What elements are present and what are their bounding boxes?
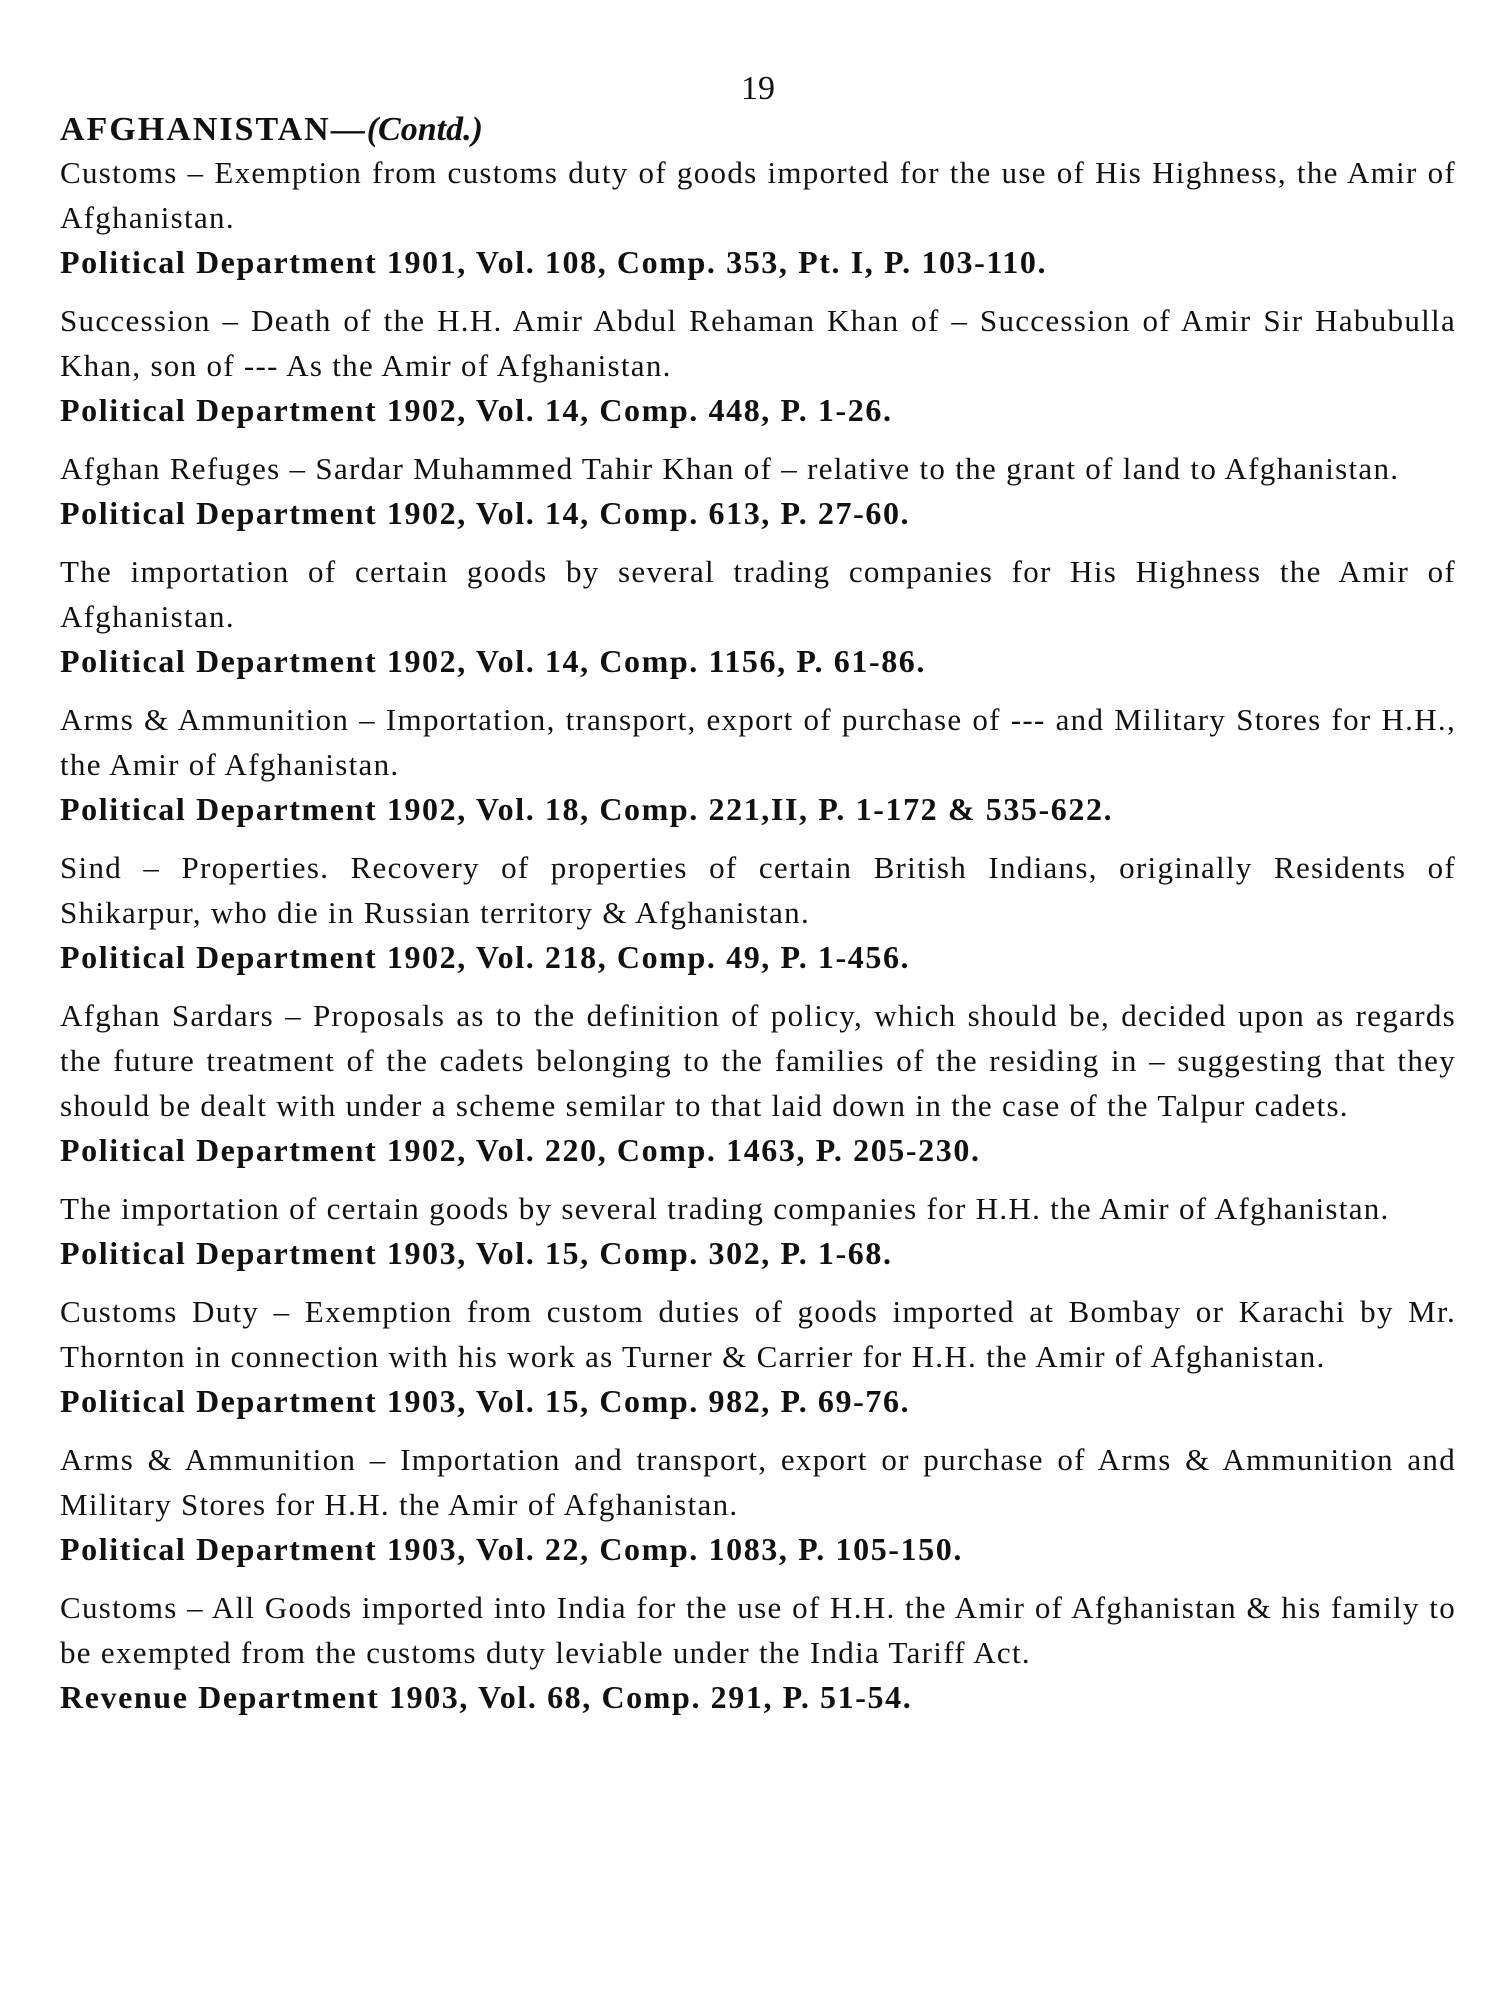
entry-reference: Political Department 1901, Vol. 108, Comp. 353, Pt. I, P. 103-110. [60,244,1048,280]
entry-reference: Political Department 1902, Vol. 218, Comp. 49, P. 1-456. [60,939,911,975]
entry-reference: Political Department 1903, Vol. 15, Comp. 302, P. 1-68. [60,1235,893,1271]
entry-description: The importation of certain goods by several trading companies for His Highness the Amir of Afghanistan. [60,554,1456,634]
entry-description: Succession – Death of the H.H. Amir Abdul Rehaman Khan of – Succession of Amir Sir Habubulla Khan, son of --- As the Amir of Afghanistan. [60,303,1456,383]
list-item [60,446,1456,535]
entry-reference: Political Department 1903, Vol. 15, Comp. 982, P. 69-76. [60,1383,911,1419]
page-number: 19 [741,70,775,107]
list-item [60,298,1456,432]
list-item [60,1289,1456,1423]
entry-description: Customs Duty – Exemption from custom duties of goods imported at Bombay or Karachi by Mr. Thornton in connection with his work as Turner & Carrier for H.H. the Amir of Afghanistan. [60,1294,1456,1374]
heading-title: AFGHANISTAN— [60,111,367,148]
list-item [60,845,1456,979]
list-item [60,150,1456,284]
entry-description: Afghan Refuges – Sardar Muhammed Tahir Khan of – relative to the grant of land to Afghanistan. [60,451,1400,486]
list-item [60,993,1456,1172]
document-page [60,72,1456,1733]
entry-reference: Political Department 1902, Vol. 14, Comp. 1156, P. 61-86. [60,643,926,679]
entry-description: Afghan Sardars – Proposals as to the definition of policy, which should be, decided upon as regards the future treatment of the cadets belonging to the families of the residing in – suggesting that they should be dealt with under a scheme semilar to that laid down in the case of the Talpur cadets. [60,998,1456,1123]
entry-description: Arms & Ammunition – Importation and transport, export or purchase of Arms & Ammunition and Military Stores for H.H. the Amir of Afghanistan. [60,1442,1456,1522]
section-heading [60,110,1456,150]
entry-description: Customs – Exemption from customs duty of goods imported for the use of His Highness, the Amir of Afghanistan. [60,155,1456,235]
entry-reference: Political Department 1902, Vol. 14, Comp. 613, P. 27-60. [60,495,911,531]
list-item [60,1585,1456,1719]
list-item [60,1186,1456,1275]
entry-description: Arms & Ammunition – Importation, transport, export of purchase of --- and Military Stores for H.H., the Amir of Afghanistan. [60,702,1456,782]
entry-reference: Political Department 1902, Vol. 18, Comp. 221,II, P. 1-172 & 535-622. [60,791,1114,827]
entry-description: The importation of certain goods by several trading companies for H.H. the Amir of Afghanistan. [60,1191,1390,1226]
list-item [60,549,1456,683]
heading-contd: (Contd.) [366,111,483,148]
list-item [60,1437,1456,1571]
entry-reference: Political Department 1902, Vol. 14, Comp. 448, P. 1-26. [60,392,893,428]
entry-description: Customs – All Goods imported into India for the use of H.H. the Amir of Afghanistan & his family to be exempted from the customs duty leviable under the India Tariff Act. [60,1590,1456,1670]
entry-reference: Revenue Department 1903, Vol. 68, Comp. 291, P. 51-54. [60,1679,913,1715]
entry-reference: Political Department 1903, Vol. 22, Comp. 1083, P. 105-150. [60,1531,963,1567]
entry-reference: Political Department 1902, Vol. 220, Comp. 1463, P. 205-230. [60,1132,981,1168]
entry-description: Sind – Properties. Recovery of properties of certain British Indians, originally Residents of Shikarpur, who die in Russian territory & Afghanistan. [60,850,1456,930]
list-item [60,697,1456,831]
